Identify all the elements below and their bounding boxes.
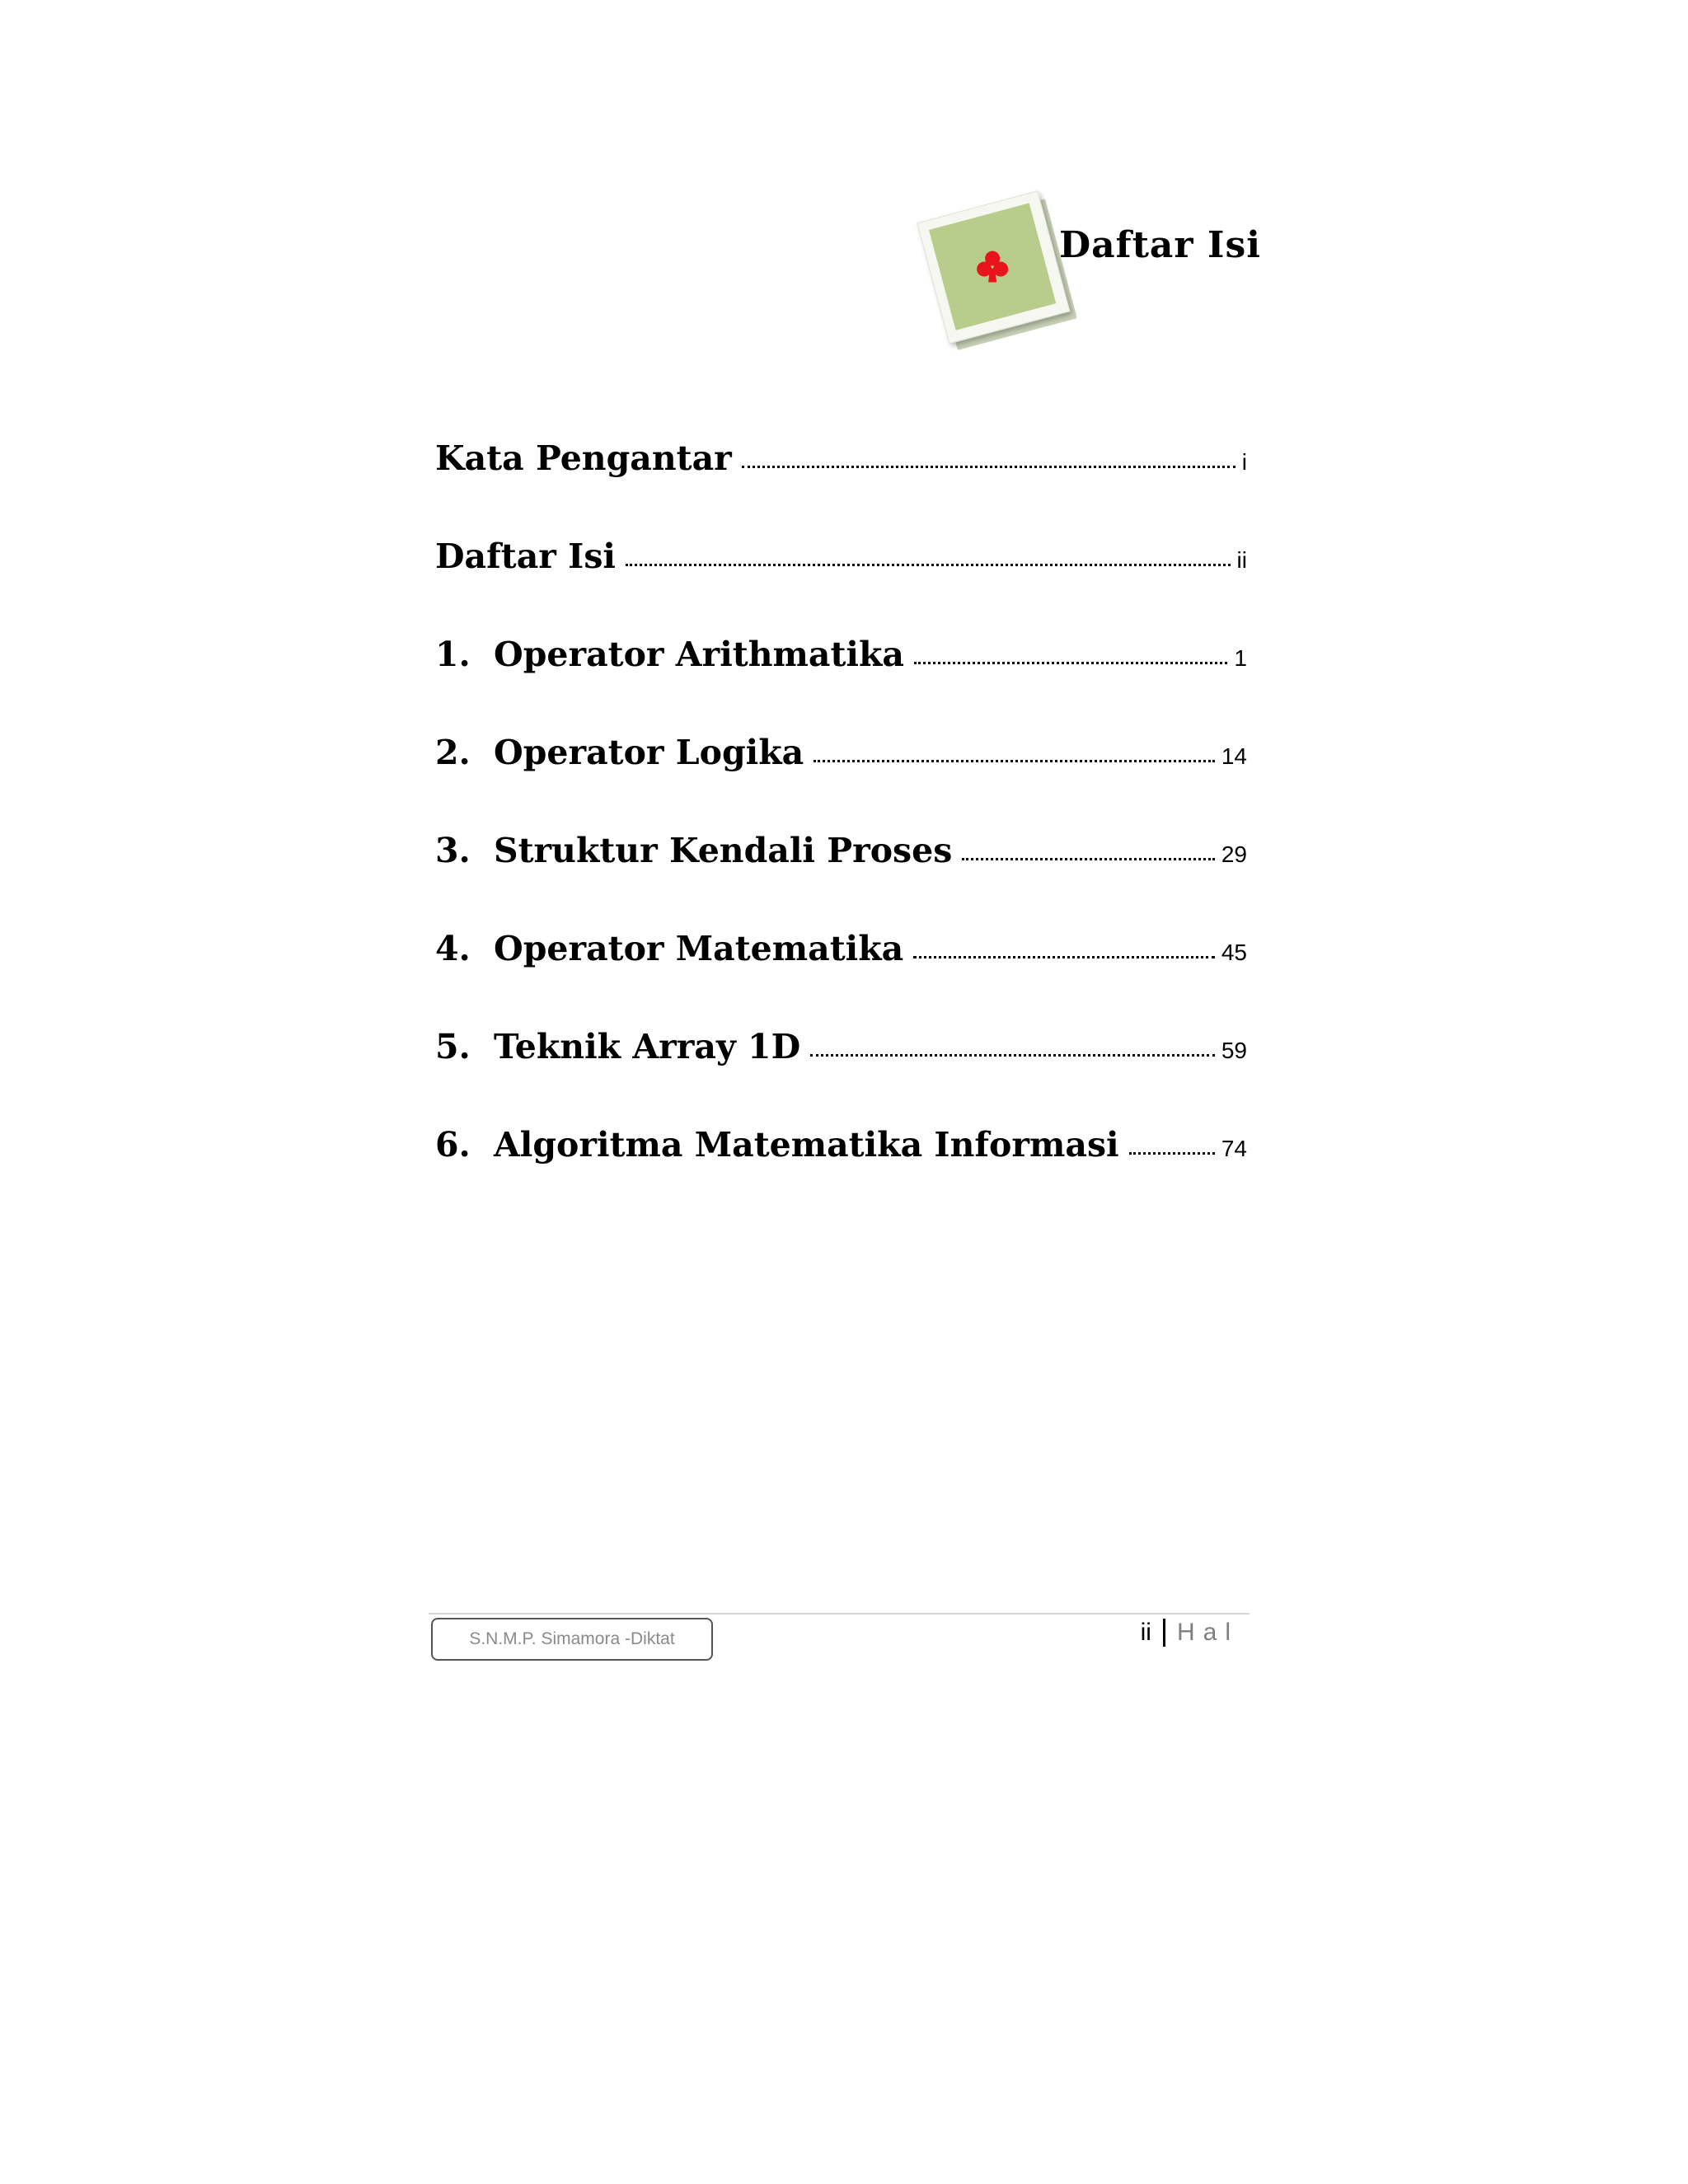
toc-entry-page: 14 bbox=[1221, 743, 1247, 769]
toc-entry-number: 6. bbox=[435, 1125, 471, 1165]
toc-entry[interactable] bbox=[435, 537, 1247, 635]
toc-entry-number: 4. bbox=[435, 929, 471, 968]
toc-entry-title: Kata Pengantar bbox=[435, 438, 732, 478]
toc-entry-number: 1. bbox=[435, 635, 471, 674]
toc-entry[interactable] bbox=[435, 635, 1247, 733]
toc-entry-page: 45 bbox=[1221, 940, 1247, 965]
toc-entry-page: 59 bbox=[1221, 1038, 1247, 1063]
page-word: Hal bbox=[1176, 1619, 1239, 1646]
toc-entry-number: 3. bbox=[435, 831, 471, 870]
toc-dot-leader bbox=[742, 466, 1236, 468]
toc-dot-leader bbox=[810, 1054, 1215, 1057]
toc-dot-leader bbox=[626, 564, 1231, 566]
toc-entry-title: Operator Matematika bbox=[494, 929, 904, 968]
toc-entry[interactable] bbox=[435, 929, 1247, 1027]
toc-entry-page: i bbox=[1241, 449, 1247, 475]
toc-entry-title: Operator Arithmatika bbox=[494, 635, 904, 674]
toc-entry-title: Struktur Kendali Proses bbox=[494, 831, 953, 870]
toc-dot-leader bbox=[1129, 1152, 1215, 1155]
footer-divider bbox=[429, 1613, 1250, 1615]
page-title: Daftar Isi bbox=[1059, 224, 1261, 266]
toc-entry-page: ii bbox=[1236, 547, 1247, 573]
page-number: ii bbox=[1140, 1619, 1151, 1646]
toc-dot-leader bbox=[913, 956, 1215, 958]
chapter-logo bbox=[917, 193, 1057, 334]
toc-dot-leader bbox=[962, 858, 1215, 860]
table-of-contents bbox=[435, 438, 1247, 1223]
club-icon bbox=[973, 247, 1012, 287]
toc-entry-page: 1 bbox=[1234, 645, 1247, 671]
footer-page-number bbox=[1141, 1619, 1239, 1647]
toc-entry-page: 29 bbox=[1221, 841, 1247, 867]
toc-dot-leader bbox=[914, 662, 1227, 664]
footer-separator bbox=[1163, 1619, 1165, 1647]
page-header bbox=[915, 190, 1261, 346]
toc-entry-page: 74 bbox=[1221, 1136, 1247, 1161]
toc-entry[interactable] bbox=[435, 831, 1247, 929]
toc-entry[interactable] bbox=[435, 1027, 1247, 1125]
toc-entry-title: Operator Logika bbox=[494, 733, 804, 772]
toc-entry-title: Teknik Array 1D bbox=[494, 1027, 801, 1066]
footer-author-box: S.N.M.P. Simamora -Diktat bbox=[431, 1618, 713, 1661]
toc-dot-leader bbox=[814, 760, 1215, 762]
toc-entry-number: 5. bbox=[435, 1027, 471, 1066]
toc-entry[interactable] bbox=[435, 733, 1247, 831]
toc-entry-title: Daftar Isi bbox=[435, 537, 616, 576]
toc-entry-number: 2. bbox=[435, 733, 471, 772]
toc-entry[interactable] bbox=[435, 1125, 1247, 1223]
toc-entry[interactable] bbox=[435, 438, 1247, 537]
toc-entry-title: Algoritma Matematika Informasi bbox=[494, 1125, 1119, 1165]
